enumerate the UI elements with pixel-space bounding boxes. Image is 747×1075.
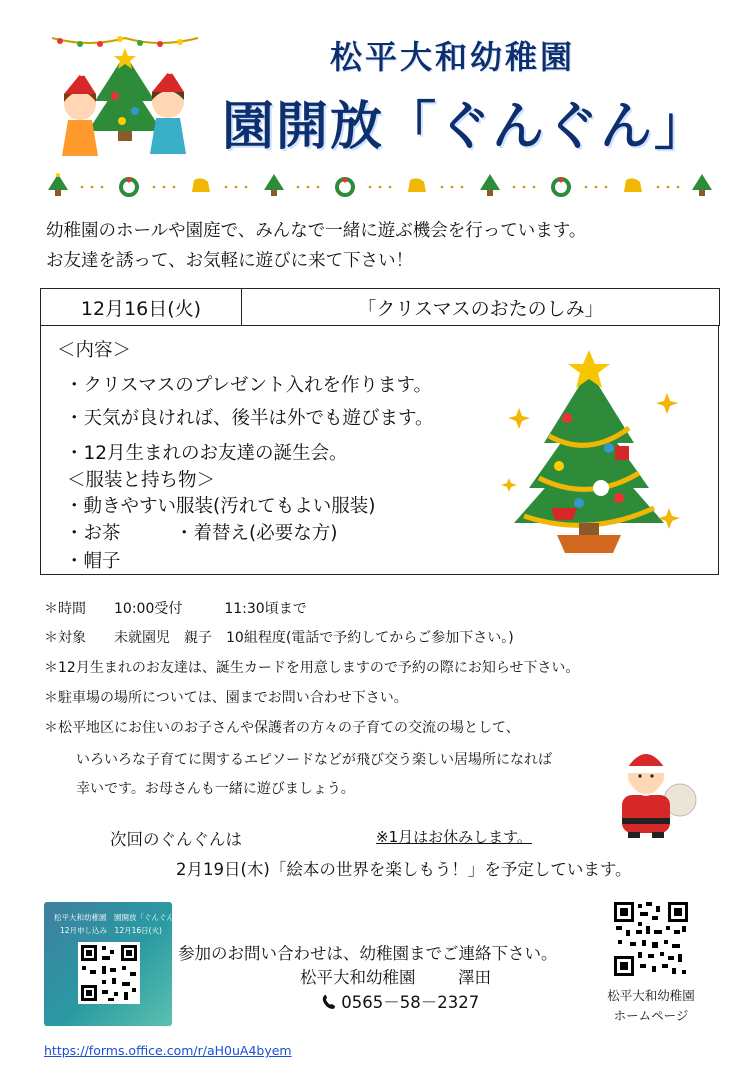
application-form-link[interactable]: https://forms.office.com/r/aH0uA4byem bbox=[44, 1043, 292, 1058]
intro-line: お友達を誘って、お気軽に遊びに来て下さい！ bbox=[46, 251, 414, 271]
next-label: 次回のぐんぐんは bbox=[110, 830, 242, 849]
decorated-christmas-tree-illustration bbox=[489, 348, 689, 558]
event-date: 12月16日(火) bbox=[41, 289, 242, 326]
intro-text bbox=[46, 216, 586, 276]
info-birthday: ＊12月生まれのお友達は、誕生カードを用意しますので予約の際にお知らせ下さい。 bbox=[44, 660, 580, 676]
info-purpose-cont: いろいろな子育てに関するエピソードなどが飛び交う楽しい居場所になれば bbox=[76, 752, 552, 768]
belongings-heading: ＜服装と持ち物＞ bbox=[67, 470, 216, 491]
content-item: ・天気が良ければ、後半は外でも遊びます。 bbox=[65, 408, 434, 429]
event-content-box bbox=[40, 326, 719, 575]
contact-school: 松平大和幼稚園 bbox=[300, 968, 416, 987]
mini-tree-icon bbox=[48, 173, 68, 196]
content-item: ・クリスマスのプレゼント入れを作ります。 bbox=[65, 375, 433, 396]
belongings-item: ・帽子 bbox=[65, 551, 121, 572]
belongings-item: ・お茶 bbox=[65, 523, 121, 544]
info-time: ＊時間 10:00受付 11:30頃まで bbox=[44, 601, 307, 617]
belongings-item: ・動きやすい服装(汚れてもよい服装) bbox=[65, 496, 376, 517]
belongings-item: ・着替え(必要な方) bbox=[175, 523, 338, 544]
event-theme: 「クリスマスのおたのしみ」 bbox=[242, 289, 720, 326]
info-purpose: ＊松平地区にお住いのお子さんや保護者の方々の子育ての交流の場として、 bbox=[44, 720, 520, 736]
christmas-ornament-border bbox=[44, 172, 716, 202]
contact-person: 澤田 bbox=[458, 968, 491, 987]
santa-illustration bbox=[608, 740, 698, 840]
contact-phone-row bbox=[322, 989, 479, 1013]
info-parking: ＊駐車場の場所については、園までお問い合わせ下さい。 bbox=[44, 690, 408, 706]
homepage-qr-code-icon[interactable] bbox=[612, 900, 690, 978]
phone-icon bbox=[322, 994, 336, 1010]
application-qr-code-icon bbox=[78, 942, 140, 1004]
school-name: 松平大和幼稚園 bbox=[330, 38, 576, 76]
event-title: 園開放「ぐんぐん」 bbox=[222, 97, 709, 157]
kids-christmas-tree-illustration bbox=[50, 26, 200, 166]
event-header-table bbox=[40, 288, 720, 326]
qr-card-subtitle: 12月申し込み 12月16日(火) bbox=[60, 926, 162, 935]
contact-phone: 0565－58－2327 bbox=[341, 993, 480, 1012]
homepage-label bbox=[591, 986, 711, 1026]
intro-line: 幼稚園のホールや園庭で、みんなで一緒に遊ぶ機会を行っています。 bbox=[46, 221, 587, 241]
application-qr-card[interactable] bbox=[44, 902, 182, 1026]
qr-card-title: 松平大和幼稚園 園開放「ぐんぐん」 bbox=[54, 913, 182, 922]
homepage-label-line: 松平大和幼稚園 bbox=[607, 988, 695, 1003]
info-purpose-cont: 幸いです。お母さんも一緒に遊びましょう。 bbox=[76, 781, 355, 797]
next-notice: ※1月はお休みします。 bbox=[376, 828, 532, 846]
homepage-label-line: ホームページ bbox=[613, 1008, 689, 1023]
content-item: ・12月生まれのお友達の誕生会。 bbox=[65, 443, 348, 464]
contact-message: 参加のお問い合わせは、幼稚園までご連絡下さい。 bbox=[178, 944, 558, 963]
info-target: ＊対象 未就園児 親子 10組程度(電話で予約してからご参加下さい。) bbox=[44, 630, 514, 646]
next-schedule: 2月19日(木)「絵本の世界を楽しもう！」を予定しています。 bbox=[176, 860, 632, 879]
content-heading: ＜内容＞ bbox=[57, 340, 132, 361]
